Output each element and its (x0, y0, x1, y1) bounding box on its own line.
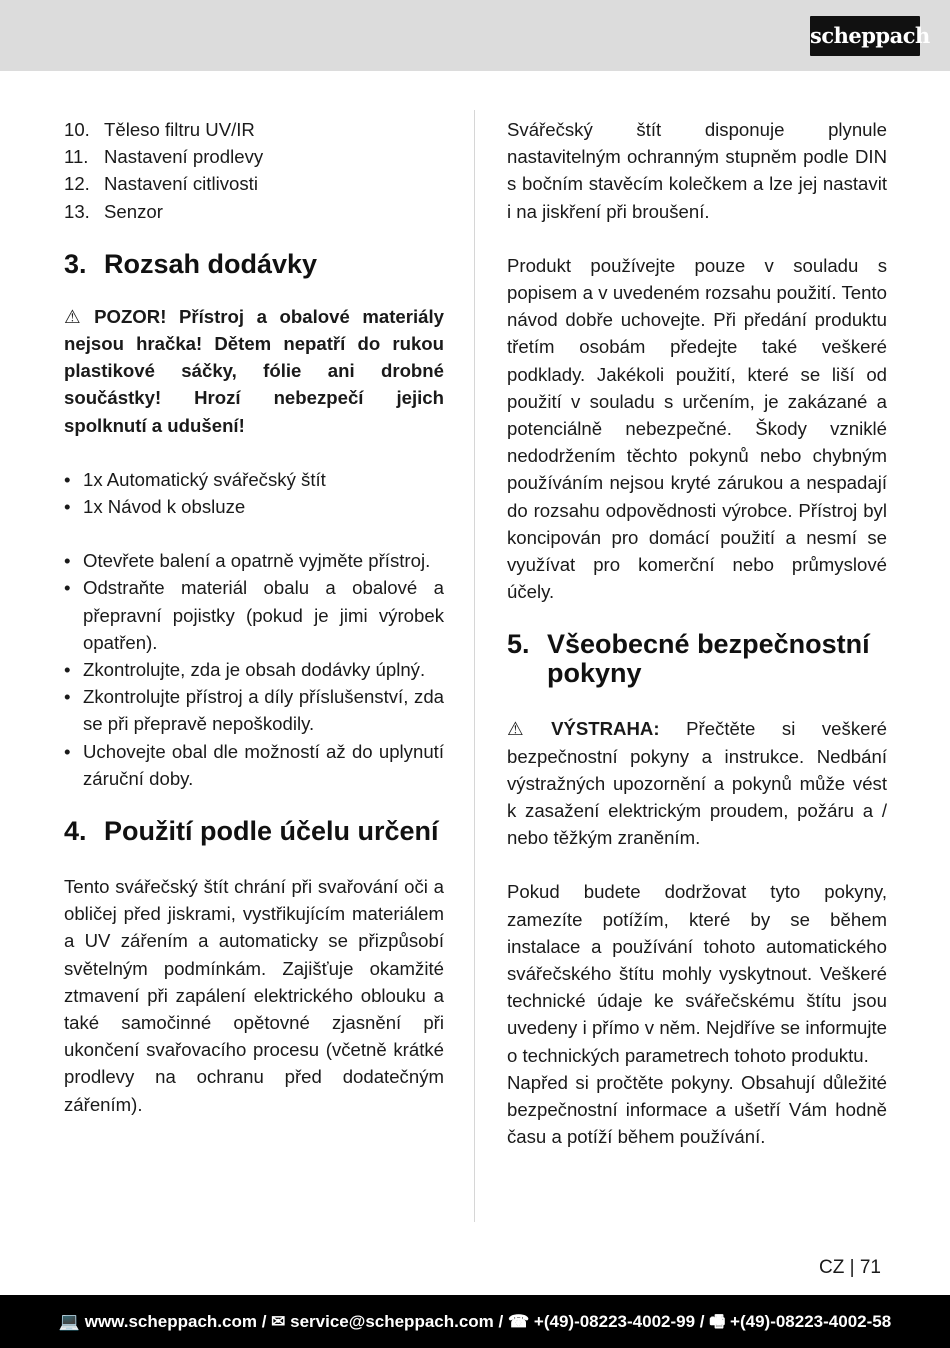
list-item-number: 13. (64, 200, 90, 222)
warning-label: VÝSTRAHA: (551, 718, 660, 740)
list-item-text: Odstraňte materiál obalu a obalové a přepravní pojistky (pokud je jimi výrobek opatřen). (83, 577, 444, 653)
list-item-text: Otevřete balení a opatrně vyjměte přístroj. (83, 550, 431, 572)
warning-paragraph (64, 303, 444, 439)
warning-text: POZOR! Přístroj a obalové materiály nejsou hračka! Dětem nepatří do rukou plastikové sáčky, fólie ani drobné součástky! Hrozí nebezpečí jejich spolknutí a udušení! (64, 305, 445, 436)
parts-list (64, 116, 444, 225)
list-item: • Zkontrolujte přístroj a díly příslušenství, zda se při přepravě nepoškodily. (64, 686, 444, 735)
list-item: • Uchovejte obal dle možností až do uplynutí záruční doby. (64, 740, 444, 789)
warning-icon: ⚠ (507, 718, 546, 740)
list-item-number: 12. (64, 173, 90, 195)
list-item (64, 116, 444, 143)
website-link[interactable]: www.scheppach.com (84, 1312, 257, 1331)
section-5-heading (507, 630, 887, 688)
safety-paragraph: Napřed si pročtěte pokyny. Obsahují důležité bezpečnostní informace a ušetří Vám hodně času a potíží během používání. (507, 1071, 887, 1148)
list-item-text: Nastavení citlivosti (104, 173, 258, 195)
section-title-line: Všeobecné bezpečnostní (547, 629, 870, 660)
page-number: CZ | 71 (819, 1257, 881, 1278)
list-item: • 1x Návod k obsluze (64, 496, 246, 518)
mail-icon: ✉ (271, 1312, 286, 1331)
section-title: Použití podle účelu určení (104, 816, 439, 847)
warning-icon: ⚠ (64, 305, 89, 327)
section-title: Rozsah dodávky (104, 248, 318, 279)
phone-icon: ☎ (507, 1312, 530, 1331)
warning-text: Přečtěte si veškeré bezpečnostní pokyny a instrukce. Nedbání výstražných upozornění a pokynů může vést k zasažení elektrickým proudem, požáru a / nebo těžkým zraněním. (507, 718, 887, 849)
warning-paragraph (507, 715, 887, 851)
list-item-text: 1x Návod k obsluze (83, 496, 246, 518)
intended-use-paragraph: Tento svářečský štít chrání při svařování oči a obličej před jiskrami, vystřikujícím materiálem a UV zářením a automaticky se přizpůsobí světelným podmínkám. Zajišťuje okamžité ztmavení při zapálení elektrického oblouku a také samočinné opětovné zjasnění při ukončení svařovacího procesu (včetně krátké prodlevy na ochranu před dodatečným zářením). (64, 876, 444, 1115)
section-number: 3. (64, 248, 87, 279)
list-item-text: Těleso filtru UV/IR (104, 119, 255, 140)
section-number: 5. (507, 629, 530, 660)
fax-number: +(49)-08223-4002-58 (730, 1312, 892, 1331)
list-item-number: 11. (64, 146, 89, 168)
email-link[interactable]: service@scheppach.com (290, 1312, 494, 1331)
separator: / (695, 1312, 710, 1331)
list-item-number: 10. (64, 119, 90, 140)
section-3-heading (64, 250, 444, 279)
list-item: • Otevřete balení a opatrně vyjměte přístroj. (64, 550, 431, 572)
unpacking-steps (64, 547, 444, 792)
footer-contact-bar (0, 1295, 950, 1348)
separator: / (493, 1312, 508, 1331)
list-item-text: Nastavení prodlevy (104, 146, 264, 168)
list-item: • Zkontrolujte, zda je obsah dodávky úplný. (64, 659, 426, 681)
list-item-text: Uchovejte obal dle možností až do uplynutí záruční doby. (83, 740, 444, 789)
list-item-text: Zkontrolujte, zda je obsah dodávky úplný. (83, 659, 426, 681)
section-title (547, 630, 870, 688)
separator: / (256, 1312, 272, 1331)
right-column (507, 116, 887, 1151)
computer-icon: 💻 (58, 1312, 80, 1331)
left-column (64, 116, 444, 1118)
scheppach-logo (810, 16, 930, 56)
fax-icon: 🖷 (709, 1312, 726, 1331)
list-item (64, 170, 444, 197)
section-number: 4. (64, 816, 87, 847)
phone-number: +(49)-08223-4002-99 (533, 1312, 696, 1331)
list-item-text: Zkontrolujte přístroj a díly příslušenství, zda se při přepravě nepoškodily. (83, 686, 444, 735)
list-item (64, 143, 444, 170)
list-item (64, 198, 444, 225)
column-divider (474, 110, 475, 1222)
logo-text: scheppach (810, 23, 930, 48)
header-band (0, 0, 950, 71)
list-item-text: Senzor (104, 200, 163, 222)
safety-paragraph: Pokud budete dodržovat tyto pokyny, zamezíte potížím, které by se během instalace a používání tohoto automatického svářečského štítu mohly vyskytnout. Veškeré technické údaje ke svářečskému štítu jsou uvedeny i přímo v něm. Nejdříve se informujte o technických parametrech tohoto produktu. (507, 881, 887, 1066)
list-item: • Odstraňte materiál obalu a obalové a přepravní pojistky (pokud je jimi výrobek opatřen). (64, 577, 444, 653)
delivery-list (64, 466, 444, 520)
list-item-text: 1x Automatický svářečský štít (83, 468, 326, 490)
din-paragraph: Svářečský štít disponuje plynule nastavitelným ochranným stupněm podle DIN s bočním stavěcím kolečkem a lze jej nastavit i na jiskření při broušení. (507, 119, 887, 222)
section-4-heading (64, 817, 444, 846)
usage-paragraph: Produkt používejte pouze v souladu s popisem a v uvedeném rozsahu použití. Tento návod dobře uchovejte. Při předání produktu třetím osobám předejte také veškeré podklady. Jakékoli použití, které se liší od použití v souladu s určením, je zakázané a potenciálně nebezpečné. Škody vzniklé nedodržením těchto pokynů nebo chybným používáním nejsou kryté zárukou a nespadají do rozsahu odpovědnosti výrobce. Přístroj byl koncipován pro domácí použití a nesmí se využívat pro komerční nebo průmyslové účely. (507, 254, 887, 603)
section-title-line: pokyny (547, 658, 642, 689)
list-item: • 1x Automatický svářečský štít (64, 468, 326, 490)
